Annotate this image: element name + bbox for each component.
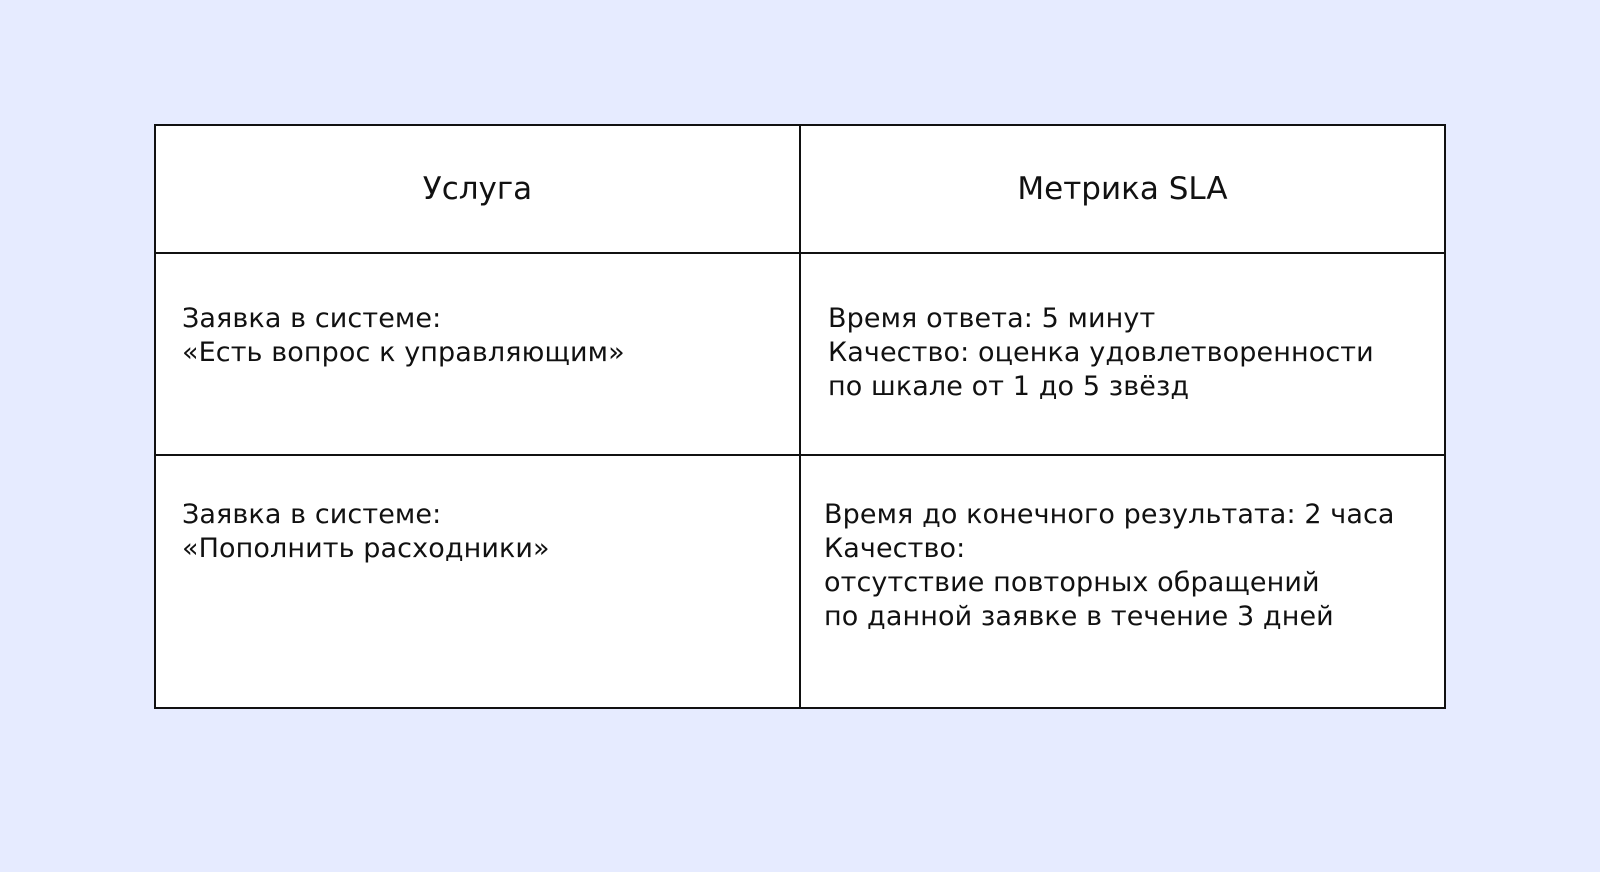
row-divider: [156, 252, 1444, 254]
row-divider: [156, 454, 1444, 456]
sla-table: [154, 124, 1446, 709]
header-sla-metric: Метрика SLA: [1017, 171, 1228, 207]
header-service: Услуга: [422, 171, 533, 207]
row-1-sla-metric: Время ответа: 5 минут Качество: оценка удовлетворенности по шкале от 1 до 5 звёзд: [828, 303, 1374, 402]
row-2-service: Заявка в системе: «Пополнить расходники»: [182, 499, 550, 564]
row-1-service: Заявка в системе: «Есть вопрос к управляющим»: [182, 303, 625, 368]
row-2-sla-metric: Время до конечного результата: 2 часа Качество: отсутствие повторных обращений по данной заявке в течение 3 дней: [824, 499, 1395, 632]
